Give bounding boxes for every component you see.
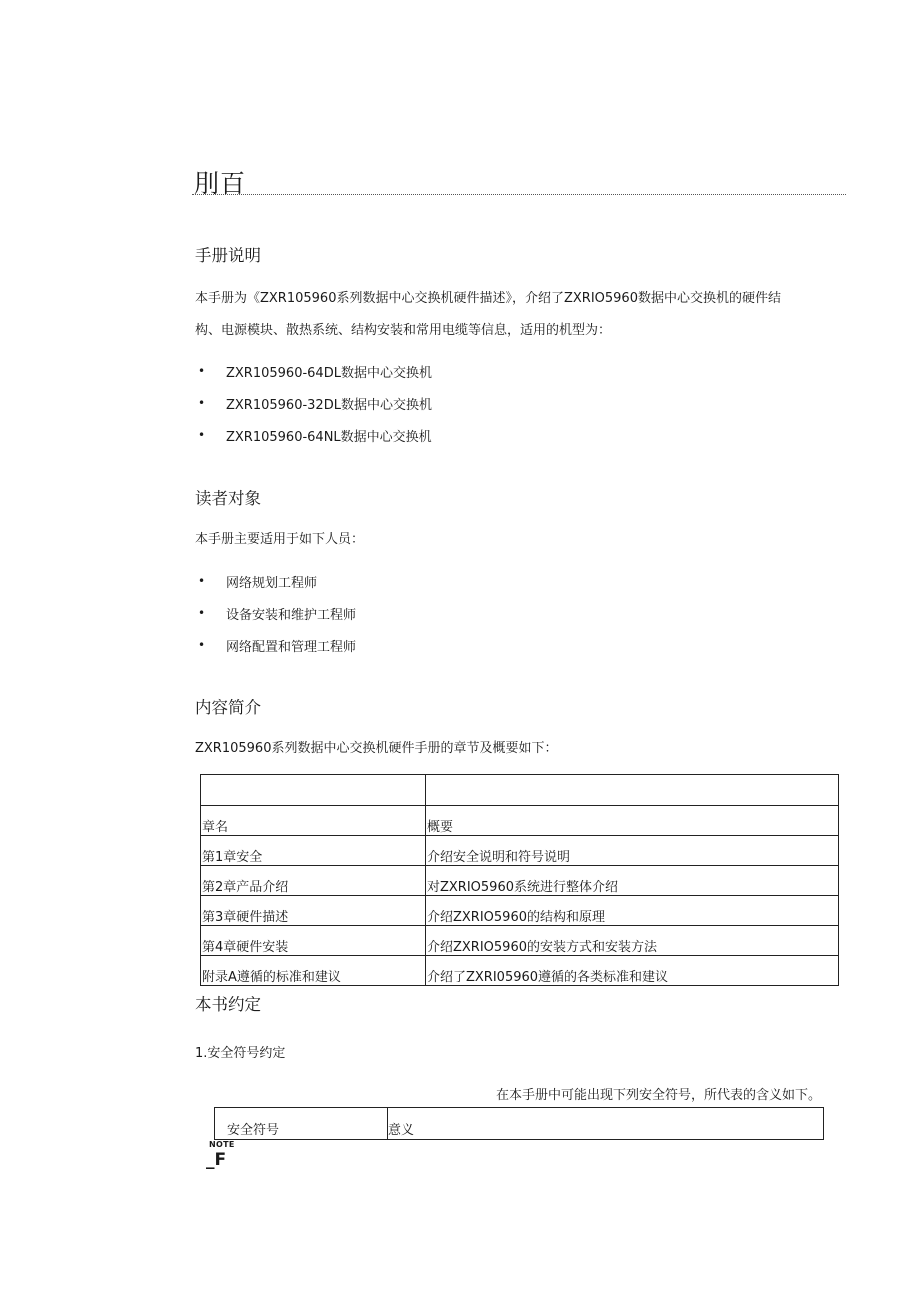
model-item: ZXR105960-64NL数据中心交换机: [226, 430, 432, 445]
bullet-icon: •: [198, 428, 206, 442]
title-divider: [192, 194, 846, 195]
manual-para-line1: 本手册为《ZXR105960系列数据中心交换机硬件描述》，介绍了ZXRIO5960数据中心交换机的硬件结: [195, 291, 781, 306]
reader-item: 设备安装和维护工程师: [226, 608, 357, 623]
reader-item: 网络配置和管理工程师: [226, 640, 357, 655]
table-cell: 第4章硬件安装: [201, 926, 426, 956]
table-row: [201, 775, 839, 806]
table-header-cell: 安全符号: [215, 1108, 388, 1140]
table-cell: 第1章安全: [201, 836, 426, 866]
table-cell: 第3章硬件描述: [201, 896, 426, 926]
section-heading-readers: 读者对象: [195, 489, 261, 508]
table-cell: [426, 775, 839, 806]
safety-symbol-subheading: 1.安全符号约定: [195, 1046, 286, 1061]
table-row: [201, 866, 839, 896]
note-icon-mark: _F: [206, 1150, 227, 1170]
page-title: 刖百: [194, 169, 247, 198]
readers-intro: 本手册主要适用于如下人员：: [195, 532, 365, 547]
table-cell: 对ZXRIO5960系统进行整体介绍: [426, 866, 839, 896]
table-row: [201, 836, 839, 866]
safety-symbol-intro: 在本手册中可能出现下列安全符号，所代表的含义如下。: [496, 1088, 822, 1103]
table-row: [201, 896, 839, 926]
section-heading-conventions: 本书约定: [195, 995, 261, 1014]
table-cell: 介绍ZXRIO5960的结构和原理: [426, 896, 839, 926]
table-row: [201, 956, 839, 986]
table-row: [201, 806, 839, 836]
reader-item: 网络规划工程师: [226, 576, 318, 591]
chapter-table: [200, 774, 839, 986]
table-cell: 介绍ZXRIO5960的安装方式和安装方法: [426, 926, 839, 956]
table-cell: 介绍了ZXRI05960遵循的各类标准和建议: [426, 956, 839, 986]
bullet-icon: •: [198, 574, 206, 588]
table-header-cell: 意义: [388, 1108, 824, 1140]
bullet-icon: •: [198, 396, 206, 410]
manual-para-line2: 构、电源模块、散热系统、结构安装和常用电缆等信息，适用的机型为：: [195, 323, 612, 338]
model-item: ZXR105960-64DL数据中心交换机: [226, 366, 432, 381]
table-row: [201, 926, 839, 956]
table-cell: 第2章产品介绍: [201, 866, 426, 896]
table-cell: 介绍安全说明和符号说明: [426, 836, 839, 866]
table-cell: [201, 775, 426, 806]
table-cell: 附录A遵循的标准和建议: [201, 956, 426, 986]
safety-symbol-table: [214, 1107, 824, 1140]
table-row: [215, 1108, 824, 1140]
section-heading-manual: 手册说明: [195, 246, 261, 265]
table-header-cell: 章名: [201, 806, 426, 836]
table-header-cell: 概要: [426, 806, 839, 836]
contents-intro: ZXR105960系列数据中心交换机硬件手册的章节及概要如下：: [195, 741, 558, 756]
bullet-icon: •: [198, 638, 206, 652]
note-icon: NOTE: [209, 1140, 235, 1149]
model-item: ZXR105960-32DL数据中心交换机: [226, 398, 432, 413]
section-heading-contents: 内容简介: [195, 698, 261, 717]
bullet-icon: •: [198, 364, 206, 378]
bullet-icon: •: [198, 606, 206, 620]
